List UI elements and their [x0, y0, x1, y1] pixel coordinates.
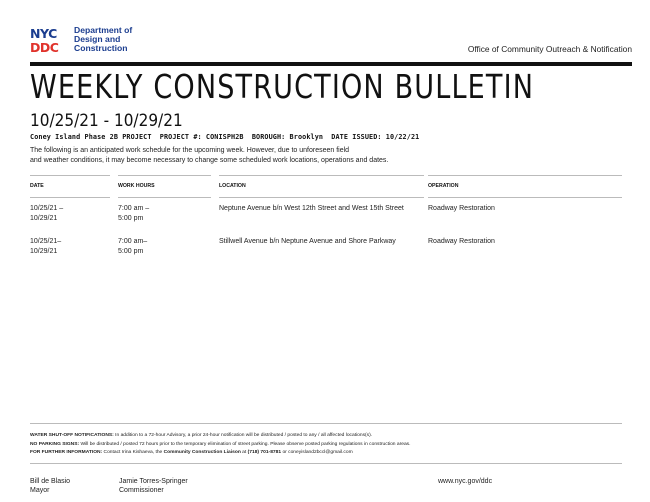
note-label: NO PARKING SIGNS:: [30, 441, 80, 447]
ddc-logo[interactable]: [30, 26, 150, 56]
intro-line: and weather conditions, it may become necessary to change some scheduled work locations, operations and dates.: [30, 157, 389, 164]
logo-line: Department of: [74, 25, 133, 35]
logo-line: Construction: [74, 43, 128, 53]
signature-title: Commissioner: [119, 486, 164, 494]
cell-line: 10/25/21–: [30, 238, 62, 245]
cell-line: 10/29/21: [30, 214, 58, 222]
date-range: 10/25/21 - 10/29/21: [30, 111, 183, 131]
footer-rule-top: [30, 423, 622, 424]
notes-block: [30, 432, 630, 458]
project-number: PROJECT #: CONISPH2B: [159, 133, 244, 141]
liaison-email[interactable]: or coneyisland2bccl@gmail.com: [282, 450, 353, 455]
liaison-phone[interactable]: (718) 701-8781: [247, 450, 282, 455]
logo-line: Design and: [74, 34, 121, 44]
cell-hours: [118, 237, 208, 256]
note-label: FOR FURTHER INFORMATION:: [30, 450, 103, 455]
cell-location: Stillwell Avenue b/n Neptune Avenue and Shore Parkway: [219, 238, 396, 245]
cell-hours: [118, 204, 208, 223]
cell-location: Neptune Avenue b/n West 12th Street and West 15th Street: [219, 205, 404, 212]
note-water: [30, 432, 630, 441]
signature-name: Jamie Torres-Springer: [119, 478, 188, 485]
header-rule-line: [30, 197, 110, 198]
note-label: WATER SHUT-OFF NOTIFICATIONS:: [30, 433, 114, 438]
note-text: Contact Irina Kishaeva, the: [103, 450, 163, 455]
nyc-ddc-logo-mark: [30, 26, 70, 54]
svg-text:DDC: DDC: [30, 40, 59, 54]
header: [30, 26, 632, 62]
svg-text:NYC: NYC: [30, 26, 57, 41]
column-header-location: LOCATION: [219, 183, 246, 189]
page-title: WEEKLY CONSTRUCTION BULLETIN: [30, 67, 535, 106]
signature-name: Bill de Blasio: [30, 478, 71, 485]
header-rule-line: [219, 197, 424, 198]
schedule-table: [30, 175, 622, 255]
office-name: Office of Community Outreach & Notification: [467, 44, 632, 54]
cell-line: 10/25/21 –: [30, 205, 64, 212]
project-meta: [30, 133, 423, 141]
signature-title: Mayor: [30, 486, 50, 494]
signature-commissioner: [119, 478, 188, 495]
table-row: [30, 204, 622, 220]
note-text: at: [242, 450, 247, 455]
header-rule-line: [118, 197, 211, 198]
note-parking: [30, 441, 630, 450]
header-rule: [30, 62, 632, 66]
borough: BOROUGH: Brooklyn: [251, 133, 324, 141]
date-issued: DATE ISSUED: 10/22/21: [331, 133, 420, 141]
cell-line: 5:00 pm: [118, 214, 144, 222]
note-info: [30, 449, 630, 458]
cell-date: [30, 237, 110, 256]
column-header-operation: OPERATION: [428, 183, 459, 189]
cell-date: [30, 204, 110, 223]
cell-operation: Roadway Restoration: [428, 205, 495, 212]
footer-rule-bottom: [30, 463, 622, 464]
table-row: [30, 237, 622, 253]
note-text: Will be distributed / posted 72 hours prior to the temporary elimination of street parking. Please observe posted parking regulations in construction areas.: [80, 441, 411, 447]
note-text: In addition to a 72-hour Advisory, a prior 24-hour notification will be distributed / posted to any / all affected locations(s).: [115, 433, 373, 438]
intro-text: [30, 146, 470, 166]
column-header-date: DATE: [30, 183, 44, 189]
liaison-title: Community Construction Liaison: [163, 450, 241, 455]
project-name: Coney Island Phase 2B PROJECT: [30, 133, 152, 141]
cell-line: 5:00 pm: [118, 247, 144, 255]
cell-line: 7:00 am –: [118, 205, 150, 212]
signature-mayor: [30, 478, 70, 495]
cell-line: 7:00 am–: [118, 238, 148, 245]
column-header-hours: WORK HOURS: [118, 183, 155, 189]
cell-line: 10/29/21: [30, 247, 58, 255]
intro-line: The following is an anticipated work schedule for the upcoming week. However, due to unforeseen field: [30, 147, 350, 154]
cell-operation: Roadway Restoration: [428, 238, 495, 245]
header-rule-line: [428, 197, 622, 198]
logo-text: [74, 26, 132, 53]
table-header-row: [30, 175, 622, 191]
website-link[interactable]: www.nyc.gov/ddc: [438, 478, 493, 485]
